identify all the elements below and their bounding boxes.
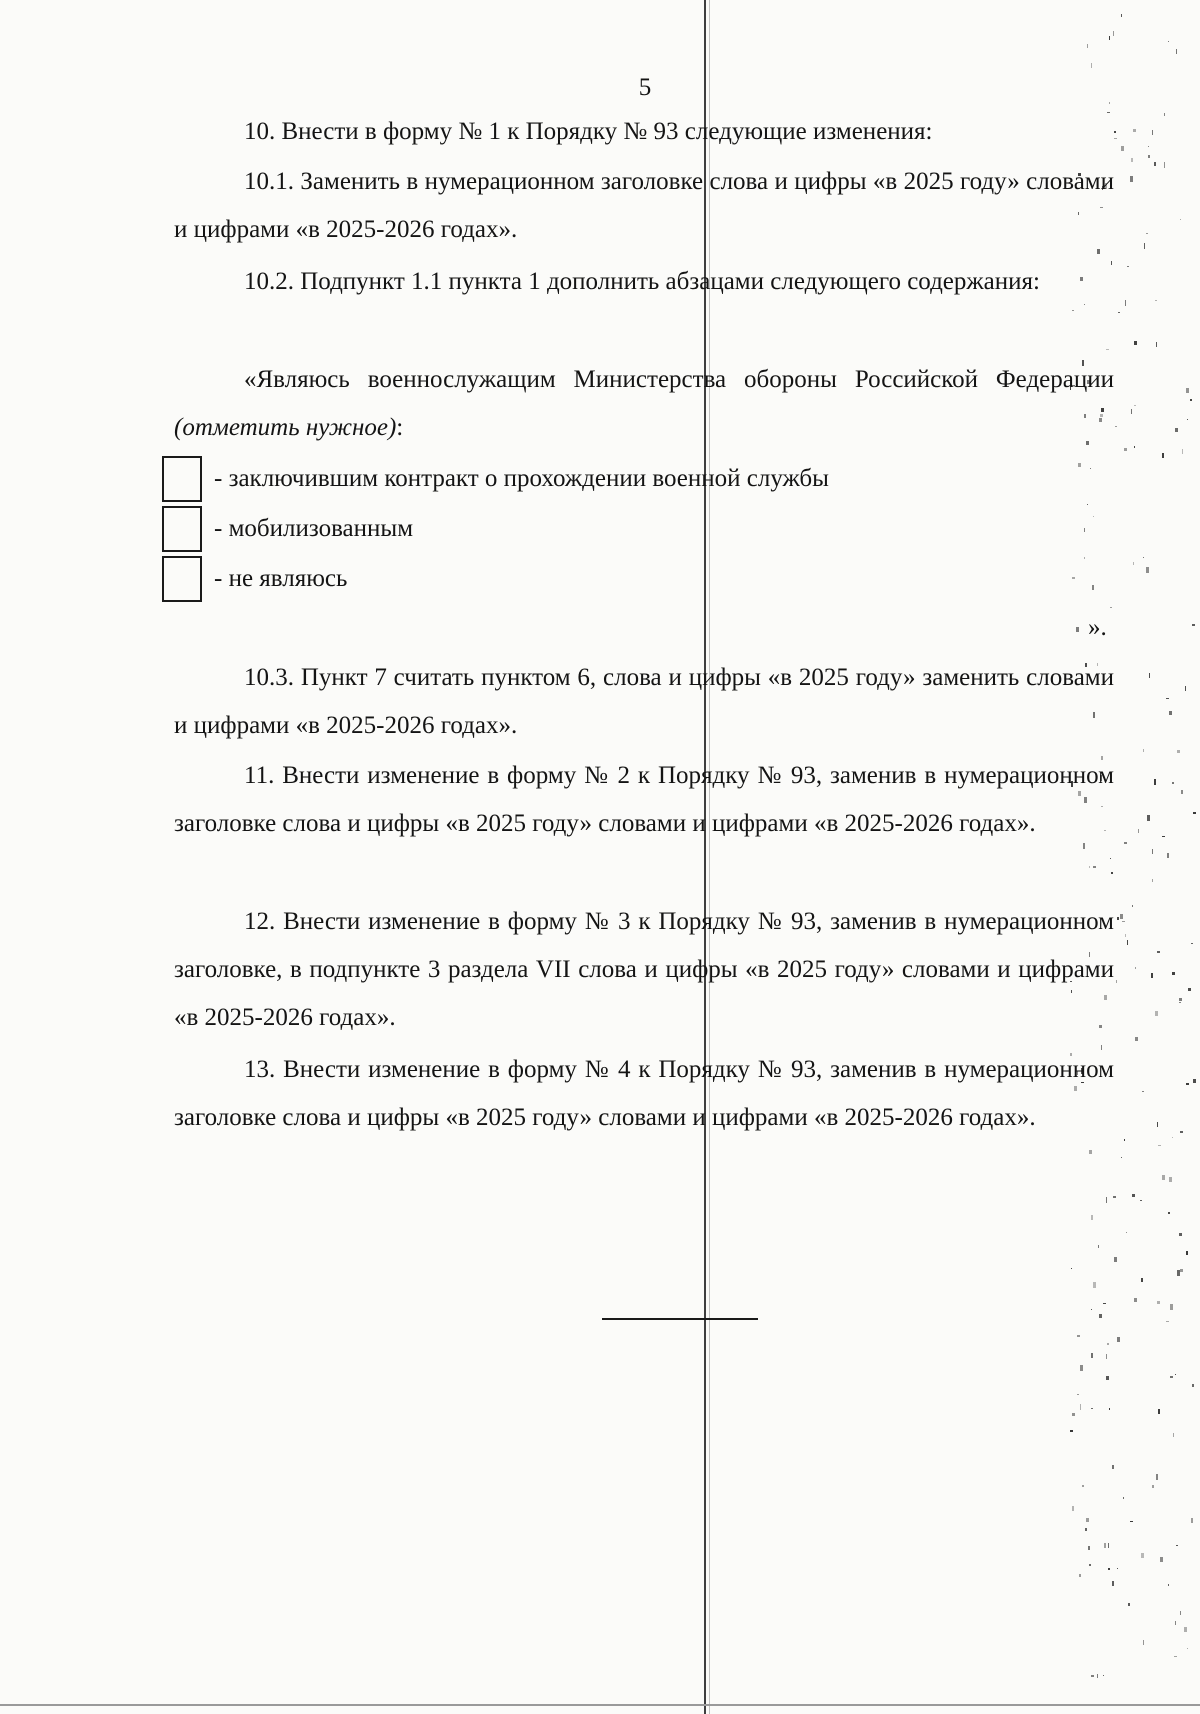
scan-speckle bbox=[1180, 1131, 1183, 1133]
scan-speckle bbox=[1070, 1430, 1073, 1432]
paragraph-10-1: 10.1. Заменить в нумерационном заголовке слова и цифры «в 2025 году» словами и цифрами «в 2025-2026 годах». bbox=[174, 168, 1114, 243]
scan-speckle bbox=[1091, 1215, 1093, 1220]
scan-speckle bbox=[1179, 1233, 1182, 1236]
scan-speckle bbox=[1182, 449, 1183, 454]
scan-speckle bbox=[1164, 113, 1165, 116]
scan-speckle bbox=[1134, 405, 1136, 406]
scan-speckle bbox=[1157, 1122, 1158, 1127]
scan-speckle bbox=[1131, 409, 1132, 414]
scan-speckle bbox=[1180, 219, 1181, 220]
scan-speckle bbox=[1131, 158, 1133, 162]
scan-speckle bbox=[1116, 980, 1117, 983]
scan-speckle bbox=[1186, 1083, 1189, 1085]
checkbox-label-mobilized: - мобилизованным bbox=[214, 515, 414, 542]
quote-paragraph bbox=[174, 356, 1114, 452]
scan-speckle bbox=[1072, 1413, 1075, 1416]
scan-speckle bbox=[1117, 917, 1119, 920]
scan-speckle bbox=[1127, 266, 1129, 267]
scan-speckle bbox=[1179, 998, 1182, 1001]
scan-speckle bbox=[1091, 1408, 1093, 1409]
scan-speckle bbox=[1097, 1674, 1098, 1678]
scan-speckle bbox=[1103, 1675, 1104, 1676]
scan-speckle bbox=[1109, 1408, 1110, 1410]
scan-speckle bbox=[1157, 1301, 1160, 1304]
scan-speckle bbox=[1108, 1568, 1110, 1570]
scan-speckle bbox=[1112, 1465, 1114, 1469]
scan-speckle bbox=[1110, 607, 1112, 608]
scan-speckle bbox=[1134, 446, 1135, 448]
scan-speckle bbox=[1152, 849, 1153, 854]
scan-speckle bbox=[1154, 162, 1156, 166]
scan-speckle bbox=[1154, 779, 1156, 785]
scan-speckle bbox=[1187, 419, 1188, 420]
paragraph-11: 11. Внести изменение в форму № 2 к Порядку № 93, заменив в нумерационном заголовке слова и цифры «в 2025 году» словами и цифрами «в 2025-2026 годах». bbox=[174, 762, 1114, 837]
scan-speckle bbox=[1109, 36, 1110, 40]
paragraph-10-3: 10.3. Пункт 7 считать пунктом 6, слова и цифры «в 2025 году» заменить словами и цифрами «в 2025-2026 годах». bbox=[174, 664, 1114, 739]
scan-speckle bbox=[1193, 812, 1196, 814]
scan-speckle bbox=[1148, 155, 1150, 158]
scan-speckle bbox=[1117, 1337, 1120, 1342]
scan-speckle bbox=[1080, 1404, 1081, 1410]
scan-speckle bbox=[1104, 1543, 1106, 1548]
scan-speckle bbox=[1172, 972, 1175, 975]
scan-speckle bbox=[1108, 1543, 1109, 1548]
scan-speckle bbox=[1124, 448, 1127, 451]
scan-speckle bbox=[1176, 1545, 1178, 1546]
scan-speckle bbox=[1192, 624, 1195, 626]
scan-speckle bbox=[1118, 312, 1120, 313]
checkbox-row-not[interactable] bbox=[162, 554, 347, 604]
scan-speckle bbox=[1091, 1353, 1093, 1358]
scan-speckle bbox=[1134, 341, 1137, 345]
scan-speckle bbox=[1144, 243, 1145, 249]
scan-speckle bbox=[1132, 1194, 1135, 1197]
scan-speckle bbox=[1156, 342, 1157, 347]
scan-speckle bbox=[1089, 1150, 1092, 1154]
scan-speckle bbox=[1117, 1568, 1118, 1569]
scan-speckle bbox=[1168, 41, 1169, 42]
scan-speckle bbox=[1152, 130, 1153, 135]
scan-speckle bbox=[1184, 1627, 1187, 1632]
scan-speckle bbox=[1110, 858, 1111, 859]
scan-speckle bbox=[1072, 310, 1074, 311]
scan-speckle bbox=[1106, 1376, 1109, 1380]
scan-speckle bbox=[1191, 1518, 1193, 1523]
scan-bottom-edge bbox=[0, 1704, 1200, 1706]
quote-italic-note: (отметить нужное) bbox=[174, 414, 397, 441]
scan-speckle bbox=[1141, 1278, 1143, 1282]
scan-speckle bbox=[1079, 1574, 1081, 1577]
checkbox-contract[interactable] bbox=[162, 456, 202, 502]
scan-speckle bbox=[1143, 749, 1144, 752]
scan-speckle bbox=[1175, 428, 1178, 432]
scan-speckle bbox=[1147, 815, 1150, 821]
scan-speckle bbox=[1133, 562, 1134, 565]
scan-speckle bbox=[1179, 1002, 1181, 1003]
scan-speckle bbox=[1170, 1376, 1173, 1378]
scan-speckle bbox=[1146, 567, 1149, 573]
scan-speckle bbox=[1093, 516, 1094, 517]
end-separator-line bbox=[602, 1318, 758, 1320]
checkbox-not[interactable] bbox=[162, 556, 202, 602]
scan-speckle bbox=[1135, 967, 1136, 969]
scan-speckle bbox=[1082, 1485, 1084, 1487]
scan-speckle bbox=[1134, 1298, 1137, 1302]
page-number: 5 bbox=[638, 74, 652, 101]
scan-speckle bbox=[1141, 1553, 1144, 1558]
scan-speckle bbox=[1080, 1365, 1083, 1371]
scan-speckle bbox=[1166, 1321, 1169, 1322]
scan-speckle bbox=[1106, 349, 1109, 350]
scan-speckle bbox=[1127, 940, 1128, 945]
scan-speckle bbox=[1190, 399, 1192, 401]
scan-speckle bbox=[1078, 463, 1081, 467]
checkbox-row-mobilized[interactable] bbox=[162, 504, 413, 554]
scan-speckle bbox=[1152, 1485, 1154, 1488]
scan-speckle bbox=[1160, 1557, 1163, 1562]
scan-speckle bbox=[1162, 836, 1165, 837]
scan-speckle bbox=[1135, 1037, 1138, 1041]
scan-speckle bbox=[1077, 1394, 1079, 1395]
scan-speckle bbox=[1089, 1564, 1091, 1566]
checkbox-mobilized[interactable] bbox=[162, 506, 202, 552]
scan-speckle bbox=[1106, 1197, 1107, 1203]
scan-speckle bbox=[1149, 673, 1150, 678]
scan-speckle bbox=[1115, 426, 1117, 427]
scan-speckle bbox=[1168, 1212, 1170, 1214]
scan-speckle bbox=[1186, 1251, 1188, 1255]
scan-speckle bbox=[1114, 131, 1116, 133]
scan-speckle bbox=[1162, 1175, 1165, 1180]
scan-speckle bbox=[1088, 1546, 1090, 1550]
scan-speckle bbox=[1076, 627, 1079, 632]
scan-speckle bbox=[1113, 31, 1114, 36]
scan-speckle bbox=[1164, 162, 1165, 168]
scan-speckle bbox=[1087, 44, 1088, 48]
scan-speckle bbox=[1122, 921, 1125, 922]
checkbox-label-contract: - заключившим контракт о прохождении военной службы bbox=[214, 465, 829, 492]
scan-speckle bbox=[1130, 176, 1133, 182]
scan-speckle bbox=[1192, 1384, 1194, 1387]
scan-speckle bbox=[1106, 1354, 1107, 1359]
scan-speckle bbox=[1175, 1374, 1176, 1375]
scan-speckle bbox=[1107, 1343, 1109, 1345]
scan-speckle bbox=[1180, 1611, 1181, 1615]
scan-speckle bbox=[1167, 853, 1169, 858]
scan-speckle bbox=[1111, 872, 1113, 874]
scan-speckle bbox=[1099, 1314, 1102, 1318]
scan-speckle bbox=[1181, 790, 1183, 794]
scan-speckle bbox=[1138, 829, 1139, 833]
scan-speckle bbox=[1121, 146, 1124, 151]
scan-speckle bbox=[1187, 1648, 1188, 1649]
scan-speckle bbox=[1176, 49, 1177, 54]
scan-speckle bbox=[1090, 468, 1091, 469]
scan-speckle bbox=[1114, 138, 1117, 139]
quote-text: «Являюсь военнослужащим Министерства обороны Российской Федерации bbox=[244, 366, 1114, 393]
scan-speckle bbox=[1142, 1091, 1144, 1092]
closing-quote: ». bbox=[1088, 614, 1107, 641]
scan-speckle bbox=[1158, 1409, 1160, 1414]
scan-speckle bbox=[1175, 1621, 1176, 1625]
scan-speckle bbox=[1155, 300, 1157, 301]
scan-speckle bbox=[1188, 988, 1191, 991]
scan-speckle bbox=[1193, 1079, 1196, 1083]
scan-speckle bbox=[1132, 905, 1133, 907]
scan-speckle bbox=[1124, 1139, 1125, 1141]
scan-speckle bbox=[1162, 453, 1164, 458]
scan-speckle bbox=[1086, 1518, 1089, 1522]
scan-speckle bbox=[1091, 1309, 1092, 1310]
scan-speckle bbox=[1185, 686, 1186, 691]
paragraph-12: 12. Внести изменение в форму № 3 к Порядку № 93, заменив в нумерационном заголовке, в подпункте 3 раздела VII слова и цифры «в 2025 году» словами и цифрами «в 2025-2026 годах». bbox=[174, 908, 1114, 1031]
scan-speckle bbox=[1151, 973, 1153, 978]
scan-speckle bbox=[1109, 102, 1110, 104]
scan-speckle bbox=[1169, 711, 1172, 715]
scan-speckle bbox=[1125, 300, 1126, 306]
scan-speckle bbox=[1177, 750, 1180, 753]
scan-speckle bbox=[1121, 1157, 1122, 1158]
scan-speckle bbox=[1156, 1474, 1158, 1480]
scan-speckle bbox=[1091, 1675, 1094, 1677]
scan-speckle bbox=[1098, 1245, 1099, 1248]
scan-speckle bbox=[1186, 388, 1189, 393]
scan-speckle bbox=[1123, 1497, 1124, 1499]
scan-speckle bbox=[1093, 1282, 1096, 1288]
scan-speckle bbox=[1091, 63, 1092, 68]
scan-speckle bbox=[1143, 557, 1144, 558]
scan-speckle bbox=[1148, 146, 1149, 147]
scan-speckle bbox=[1085, 1528, 1087, 1531]
checkbox-row-contract[interactable] bbox=[162, 454, 829, 504]
scan-speckle bbox=[1084, 557, 1085, 559]
scan-speckle bbox=[1084, 528, 1085, 532]
scan-speckle bbox=[1114, 1257, 1117, 1262]
scan-speckle bbox=[1120, 914, 1123, 919]
scan-speckle bbox=[1173, 1433, 1174, 1437]
scan-speckle bbox=[1170, 1304, 1173, 1310]
checkbox-label-not: - не являюсь bbox=[214, 565, 348, 592]
paragraph-10-2: 10.2. Подпункт 1.1 пункта 1 дополнить абзацами следующего содержания: bbox=[244, 268, 1040, 295]
scan-speckle bbox=[1130, 1521, 1133, 1522]
scan-speckle bbox=[1128, 1603, 1130, 1606]
scan-speckle bbox=[1072, 577, 1075, 579]
paragraph-13: 13. Внести изменение в форму № 4 к Порядку № 93, заменив в нумерационном заголовке слова и цифры «в 2025 году» словами и цифрами «в 2025-2026 годах». bbox=[174, 1056, 1114, 1131]
scan-speckle bbox=[1093, 866, 1096, 868]
scan-speckle bbox=[1157, 951, 1160, 953]
scan-speckle bbox=[1158, 1145, 1161, 1146]
scan-speckle bbox=[1126, 1232, 1127, 1233]
scan-speckle bbox=[1191, 943, 1193, 944]
scan-speckle bbox=[1143, 1640, 1144, 1645]
scan-speckle bbox=[1133, 129, 1136, 132]
scan-speckle bbox=[1087, 504, 1088, 505]
scan-speckle bbox=[1113, 1196, 1116, 1198]
scan-speckle bbox=[1072, 1506, 1074, 1511]
scan-speckle bbox=[1089, 866, 1090, 868]
scan-speckle bbox=[1077, 1335, 1080, 1337]
scan-speckle bbox=[1112, 1581, 1114, 1586]
scan-speckle bbox=[1174, 1656, 1177, 1657]
scan-speckle bbox=[1124, 842, 1127, 844]
paragraph-10: 10. Внести в форму № 1 к Порядку № 93 следующие изменения: bbox=[244, 118, 933, 145]
scan-speckle bbox=[1168, 1584, 1169, 1586]
scan-speckle bbox=[1140, 1200, 1142, 1201]
scan-speckle bbox=[1146, 233, 1148, 234]
scan-speckle bbox=[1121, 14, 1122, 17]
quote-colon: : bbox=[396, 414, 404, 441]
scan-speckle bbox=[1172, 782, 1174, 784]
scan-speckle bbox=[1152, 879, 1153, 882]
scan-speckle bbox=[1125, 934, 1126, 937]
scan-speckle bbox=[1169, 1177, 1172, 1182]
scan-speckle bbox=[1172, 1137, 1173, 1138]
scan-speckle bbox=[1155, 1011, 1158, 1016]
scan-speckle bbox=[1092, 585, 1094, 590]
scan-speckle bbox=[1180, 1269, 1183, 1272]
scan-speckle bbox=[1166, 698, 1169, 699]
scan-speckle bbox=[1071, 1268, 1072, 1269]
scan-speckle bbox=[1103, 1303, 1106, 1304]
